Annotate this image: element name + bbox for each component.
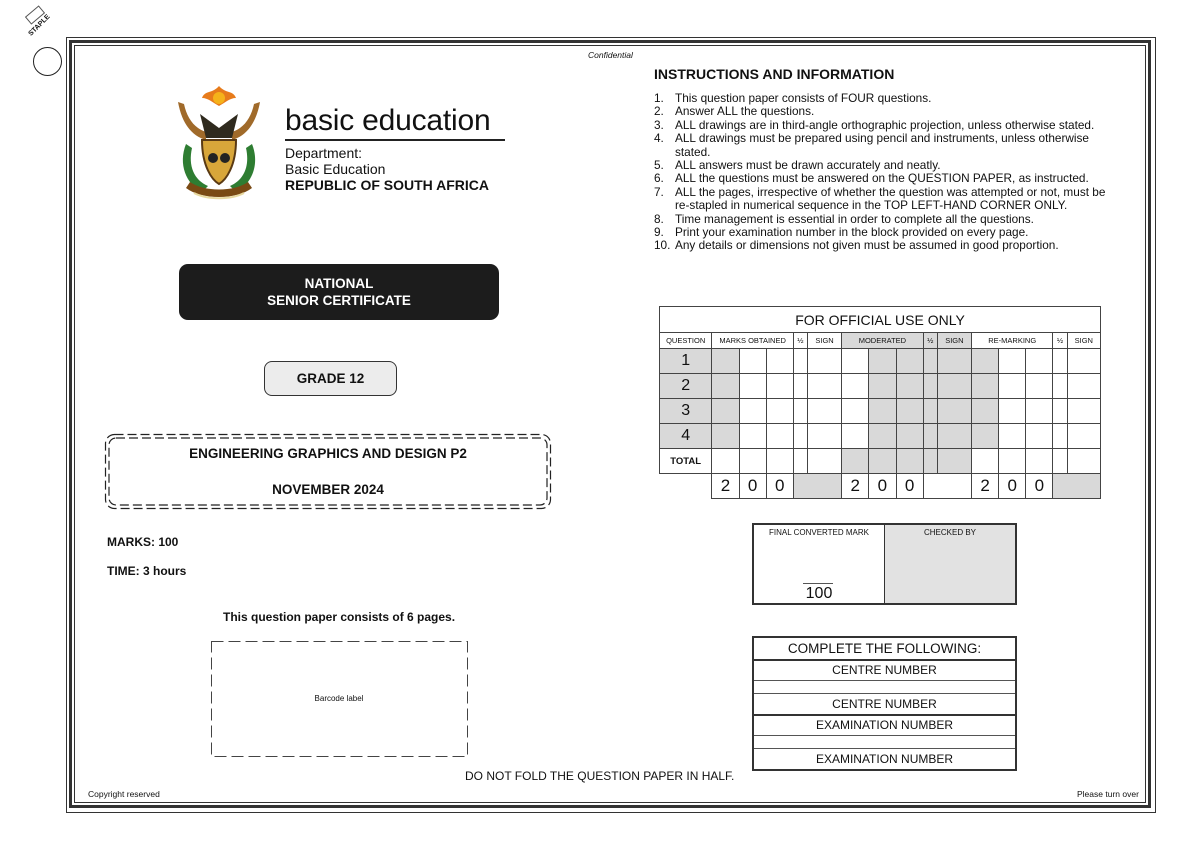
official-use-table xyxy=(659,306,1101,499)
instruction-item: 7. ALL the pages, irrespective of whether the question was attempted or not, must be re-stapled in numerical sequence in the TOP LEFT-HAND CORNER ONLY. xyxy=(654,184,1106,213)
instruction-item: 5. ALL answers must be drawn accurately and neatly. xyxy=(654,158,941,173)
col-question: QUESTION xyxy=(660,333,712,349)
exam-date: NOVEMBER 2024 xyxy=(272,482,384,497)
complete-title: COMPLETE THE FOLLOWING: xyxy=(787,641,982,656)
subject-title: ENGINEERING GRAPHICS AND DESIGN P2 xyxy=(189,446,467,461)
col-half: ½ xyxy=(923,333,937,349)
question-number: 2 xyxy=(660,374,712,399)
col-sign: SIGN xyxy=(1067,333,1100,349)
question-number: 3 xyxy=(660,399,712,424)
table-row xyxy=(660,374,1101,399)
department-label: Department: xyxy=(285,145,363,161)
certificate-line2: SENIOR CERTIFICATE xyxy=(267,293,411,308)
instructions-list xyxy=(654,92,1114,253)
question-number: 4 xyxy=(660,424,712,449)
centre-number-field[interactable]: CENTRE NUMBER xyxy=(832,697,937,711)
brand-title: basic education xyxy=(285,104,491,137)
turn-over-note: Please turn over xyxy=(1077,789,1139,799)
max-digit: 2 xyxy=(712,474,739,499)
instruction-item: 6. ALL the questions must be answered on the QUESTION PAPER, as instructed. xyxy=(654,171,1089,186)
exam-number-field[interactable]: EXAMINATION NUMBER xyxy=(815,752,954,766)
total-label: TOTAL xyxy=(660,449,712,474)
instruction-item: 8. Time management is essential in order to complete all the questions. xyxy=(654,211,1034,226)
centre-number-label: CENTRE NUMBER xyxy=(832,663,937,677)
exam-number-label: EXAMINATION NUMBER xyxy=(815,718,954,732)
max-digit: 0 xyxy=(869,474,896,499)
marks-info: MARKS: 100 xyxy=(107,535,179,549)
col-sign: SIGN xyxy=(937,333,971,349)
col-half: ½ xyxy=(793,333,807,349)
fraction-line xyxy=(803,583,833,584)
official-title: FOR OFFICIAL USE ONLY xyxy=(660,307,1101,333)
max-digit: 0 xyxy=(766,474,793,499)
divider xyxy=(754,735,1015,736)
final-mark-max: 100 xyxy=(805,585,833,602)
max-digit: 0 xyxy=(999,474,1026,499)
staple-label: STAPLE xyxy=(27,13,52,38)
instruction-item: 9. Print your examination number in the block provided on every page. xyxy=(654,225,1029,240)
instructions-title: INSTRUCTIONS AND INFORMATION xyxy=(654,66,895,82)
instruction-item: 4. ALL drawings must be prepared using pencil and instruments, unless otherwise stated. xyxy=(654,131,1089,159)
col-half: ½ xyxy=(1053,333,1067,349)
copyright-note: Copyright reserved xyxy=(88,789,160,799)
final-mark-label: FINAL CONVERTED MARK xyxy=(768,528,869,537)
barcode-label: Barcode label xyxy=(314,694,364,703)
max-digit: 0 xyxy=(739,474,766,499)
table-row xyxy=(660,399,1101,424)
divider xyxy=(754,748,1015,749)
instruction-item: 1. This question paper consists of FOUR questions. xyxy=(654,91,932,105)
grade-badge: GRADE 12 xyxy=(264,361,397,396)
table-row xyxy=(660,349,1101,374)
divider xyxy=(754,680,1015,681)
max-digit: 2 xyxy=(971,474,998,499)
subject-frame xyxy=(104,433,552,510)
divider xyxy=(754,693,1015,694)
divider xyxy=(754,659,1015,661)
instruction-item: 3. ALL drawings are in third-angle orthographic projection, unless otherwise stated. xyxy=(654,117,1095,132)
col-moderated: MODERATED xyxy=(842,333,924,349)
certificate-banner xyxy=(179,264,499,320)
col-remarking: RE-MARKING xyxy=(971,333,1053,349)
time-info: TIME: 3 hours xyxy=(107,564,187,578)
instruction-item: 10. Any details or dimensions not given must be assumed in good proportion. xyxy=(654,238,1059,253)
department-name: Basic Education xyxy=(285,161,386,177)
max-digit: 2 xyxy=(842,474,869,499)
confidential-label: Confidential xyxy=(588,50,633,60)
instruction-item: 2. Answer ALL the questions. xyxy=(654,104,815,119)
col-marks-obtained: MARKS OBTAINED xyxy=(712,333,794,349)
certificate-line1: NATIONAL xyxy=(304,276,374,291)
question-number: 1 xyxy=(660,349,712,374)
checked-by-label: CHECKED BY xyxy=(923,528,976,537)
country-name: REPUBLIC OF SOUTH AFRICA xyxy=(285,177,490,193)
max-digit: 0 xyxy=(896,474,923,499)
brand-underline xyxy=(285,139,505,141)
max-digit: 0 xyxy=(1026,474,1053,499)
divider xyxy=(754,714,1015,716)
fold-warning: DO NOT FOLD THE QUESTION PAPER IN HALF. xyxy=(465,769,735,783)
pages-note: This question paper consists of 6 pages. xyxy=(223,610,456,624)
table-row xyxy=(660,424,1101,449)
total-row xyxy=(660,449,1101,474)
max-marks-row xyxy=(660,474,1101,499)
coat-of-arms-logo xyxy=(172,84,266,204)
col-sign: SIGN xyxy=(807,333,841,349)
staple-circle xyxy=(33,47,62,76)
